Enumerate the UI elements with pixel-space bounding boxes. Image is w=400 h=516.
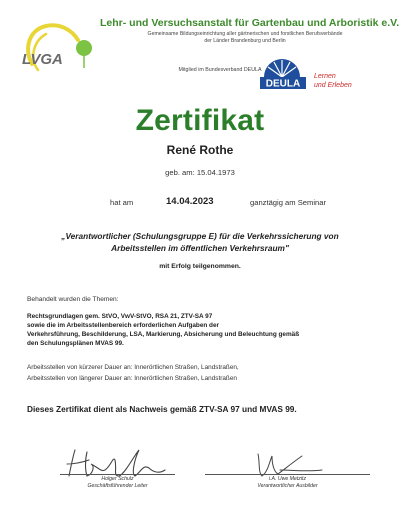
topics-heading: Behandelt wurden die Themen: <box>27 296 119 303</box>
long-duration-line: Arbeitsstellen von längerer Dauer an: Innerörtlichen Straßen, Landstraßen <box>27 375 237 382</box>
institution-subtitle <box>100 31 390 45</box>
institution-subtitle-line: der Länder Brandenburg und Berlin <box>204 38 286 44</box>
membership-note: Mitglied im Bundesverband DEULA <box>178 67 262 73</box>
course-title <box>40 230 360 254</box>
topics-list <box>27 312 377 348</box>
topics-line: Verkehrsführung, Beschilderung, LSA, Markierung, Absicherung und Beleuchtung gemäß <box>27 331 300 338</box>
signer-right-name: i.A. Uwe Metzitz <box>268 476 307 482</box>
signature-line-left <box>60 474 175 475</box>
short-duration-line: Arbeitsstellen von kürzerer Dauer an: Innerörtlichen Straßen, Landstraßen, <box>27 364 239 371</box>
certificate-title: Zertifikat <box>135 104 265 137</box>
topics-line: sowie die im Arbeitsstellenbereich erforderlichen Aufgaben der <box>27 322 220 329</box>
attended-label: hat am <box>110 198 134 207</box>
signer-left-role: Geschäftsführender Leiter <box>87 483 148 489</box>
deula-slogan: und Erleben <box>314 82 352 89</box>
course-title-line: „Verantwortlicher (Schulungsgruppe E) für die Verkehrssicherung von <box>61 231 339 241</box>
recipient-name: René Rothe <box>166 143 234 157</box>
institution-subtitle-line: Gemeinsame Bildungseinrichtung aller gärtnerischen und forstlichen Berufsverbände <box>147 31 343 37</box>
birth-date: geb. am: 15.04.1973 <box>165 168 235 177</box>
deula-logo <box>258 51 378 95</box>
proof-statement: Dieses Zertifikat dient als Nachweis gemäß ZTV-SA 97 und MVAS 99. <box>27 404 297 414</box>
seminar-date: 14.04.2023 <box>166 196 214 207</box>
deula-logo-text: DEULA <box>265 78 301 90</box>
seminar-label: ganztägig am Seminar <box>250 198 326 207</box>
success-statement: mit Erfolg teilgenommen. <box>159 263 241 270</box>
topics-line: Rechtsgrundlagen gem. StVO, VwV-StVO, RSA 21, ZTV-SA 97 <box>27 313 213 320</box>
topics-line: den Schulungsplänen MVAS 99. <box>27 340 124 347</box>
signature-line-right <box>205 474 370 475</box>
lvga-logo <box>20 20 96 82</box>
course-title-line: Arbeitsstellen im öffentlichen Verkehrsraum" <box>111 243 289 253</box>
deula-slogan: Lernen <box>314 73 336 80</box>
signer-left-name: Holger Schulz <box>101 476 134 482</box>
lvga-logo-text: LVGA <box>22 51 63 68</box>
signer-right-role: Verantwortlicher Ausbilder <box>257 483 318 489</box>
institution-name: Lehr- und Versuchsanstalt für Gartenbau und Arboristik e.V. <box>100 17 400 29</box>
work-zone-durations <box>27 362 377 384</box>
